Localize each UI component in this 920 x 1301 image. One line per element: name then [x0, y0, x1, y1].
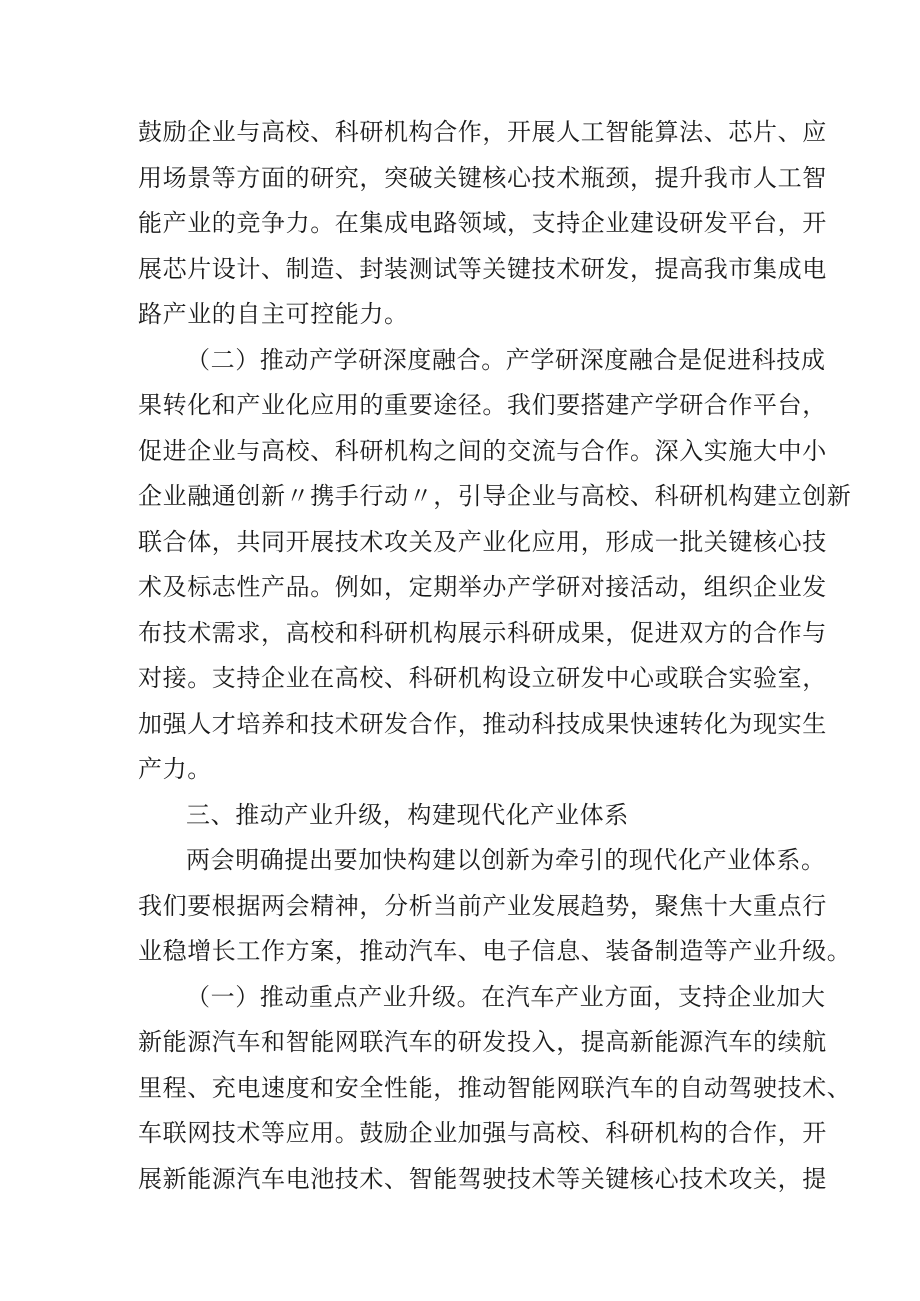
text-line: 我们要根据两会精神，分析当前产业发展趋势，聚焦十大重点行: [138, 891, 827, 920]
paragraph-start-line: （一）推动重点产业升级。在汽车产业方面，支持企业加大: [186, 982, 826, 1011]
paragraph-start-line: （二）推动产学研深度融合。产学研深度融合是促进科技成: [186, 345, 826, 374]
text-line: 里程、充电速度和安全性能，推动智能网联汽车的自动驾驶技术、: [138, 1073, 852, 1102]
text-line: 加强人才培养和技术研发合作，推动科技成果快速转化为现实生: [138, 709, 827, 738]
text-line: 用场景等方面的研究，突破关键核心技术瓶颈，提升我市人工智: [138, 163, 827, 192]
text-line: 展芯片设计、制造、封装测试等关键技术研发，提高我市集成电: [138, 254, 827, 283]
text-line: 对接。支持企业在高校、科研机构设立研发中心或联合实验室，: [138, 664, 827, 692]
text-line: 业稳增长工作方案，推动汽车、电子信息、装备制造等产业升级。: [138, 937, 852, 965]
text-line: 企业融通创新〃携手行动〃，引导企业与高校、科研机构建立创新: [138, 482, 852, 510]
text-line: 路产业的自主可控能力。: [138, 300, 409, 328]
paragraph-start-line: 两会明确提出要加快构建以创新为牵引的现代化产业体系。: [186, 846, 826, 874]
text-line: 布技术需求，高校和科研机构展示科研成果，促进双方的合作与: [138, 618, 827, 647]
text-line: 联合体，共同开展技术攻关及产业化应用，形成一批关键核心技: [138, 527, 827, 556]
text-line: 鼓励企业与高校、科研机构合作，开展人工智能算法、芯片、应: [138, 118, 827, 146]
text-line: 术及标志性产品。例如，定期举办产学研对接活动，组织企业发: [138, 573, 827, 601]
text-line: 果转化和产业化应用的重要途径。我们要搭建产学研合作平台，: [138, 391, 827, 419]
text-line: 促进企业与高校、科研机构之间的交流与合作。深入实施大中小: [138, 436, 827, 465]
text-line: 产力。: [138, 755, 212, 783]
text-line: 展新能源汽车电池技术、智能驾驶技术等关键核心技术攻关，提: [138, 1164, 827, 1193]
text-line: 车联网技术等应用。鼓励企业加强与高校、科研机构的合作，开: [138, 1119, 827, 1147]
section-heading: 三、推动产业升级，构建现代化产业体系: [186, 800, 629, 829]
text-line: 新能源汽车和智能网联汽车的研发投入，提高新能源汽车的续航: [138, 1028, 827, 1056]
document-body: [138, 110, 852, 1202]
text-line: 能产业的竞争力。在集成电路领域，支持企业建设研发平台，开: [138, 209, 827, 237]
